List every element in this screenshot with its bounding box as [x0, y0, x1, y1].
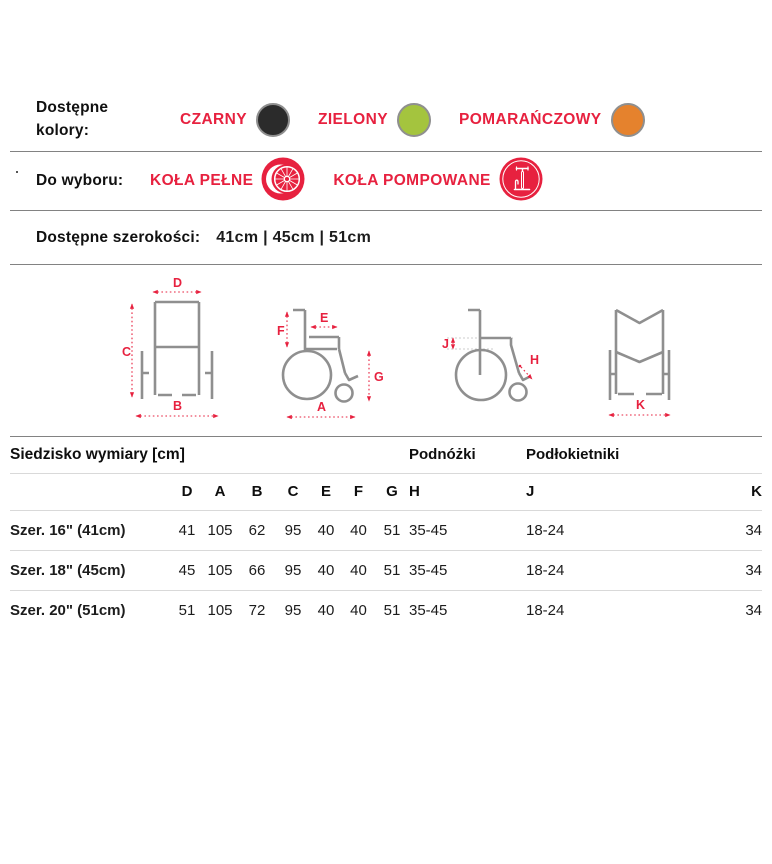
black-color-swatch-icon	[256, 103, 290, 137]
cell: 34	[686, 550, 762, 590]
pump-icon	[499, 157, 543, 206]
col-a: A	[202, 473, 238, 510]
cell: 51	[383, 601, 401, 619]
cell: 40	[342, 510, 375, 550]
cell: 62	[238, 510, 276, 550]
col-k: K	[686, 473, 762, 510]
empty-header-cell	[686, 437, 762, 473]
dim-label-g: G	[374, 370, 384, 384]
wheelchair-folded-diagram-icon	[596, 277, 706, 427]
color-option-orange	[459, 103, 645, 137]
product-spec-sheet	[10, 88, 762, 630]
diagram-front-view	[98, 277, 256, 436]
color-option-green	[318, 103, 431, 137]
table-column-letters-row	[10, 473, 762, 510]
wheel-option-solid	[150, 157, 305, 206]
cell: 40	[317, 601, 335, 619]
cell: 41	[172, 510, 202, 550]
cell: 95	[284, 601, 302, 619]
row-label: Szer. 16" (41cm)	[10, 510, 172, 550]
col-b: B	[238, 473, 276, 510]
table-row-16in	[10, 510, 762, 550]
color-name: POMARAŃCZOWY	[458, 110, 602, 128]
cell: 40	[310, 510, 342, 550]
wheel-choice-section	[10, 152, 762, 211]
dim-label-a: A	[317, 400, 327, 414]
dim-label-e: E	[320, 311, 329, 325]
cell: 66	[238, 550, 276, 590]
cell: 35-45	[409, 510, 526, 550]
color-name: ZIELONY	[317, 110, 388, 128]
empty-cell	[10, 473, 172, 510]
table-row-20in	[10, 590, 762, 630]
wheel-choice-label: Do wyboru:	[36, 172, 124, 189]
row-label: Szer. 18" (45cm)	[10, 550, 172, 590]
cell: 105	[207, 601, 233, 619]
cell: 95	[276, 550, 310, 590]
solid-wheel-icon	[261, 157, 305, 206]
orange-color-swatch-icon	[611, 103, 645, 137]
table-row-18in	[10, 550, 762, 590]
cell: 51	[375, 550, 409, 590]
dim-label-d: D	[173, 277, 183, 290]
cell: 105	[202, 550, 238, 590]
cell: 51	[178, 601, 196, 619]
color-option-black	[180, 103, 290, 137]
seat-dimensions-header: Siedzisko wymiary [cm]	[10, 437, 409, 473]
available-colors-label: Dostępne kolory:	[36, 99, 109, 139]
cell: 72	[248, 601, 266, 619]
cell: 40	[342, 550, 375, 590]
table-group-header-row	[10, 437, 762, 473]
dim-label-h: H	[530, 353, 540, 367]
wheel-option-pneumatic	[333, 157, 542, 206]
diagram-folded-view	[572, 277, 730, 436]
stray-dot	[16, 171, 18, 173]
cell: 35-45	[409, 550, 526, 590]
available-widths-value: 41cm | 45cm | 51cm	[216, 228, 372, 246]
col-g: G	[375, 473, 409, 510]
available-widths-label: Dostępne szerokości:	[36, 228, 201, 246]
dim-label-b: B	[173, 399, 183, 413]
dim-label-j: J	[442, 337, 449, 351]
cell: 18-24	[526, 550, 686, 590]
cell: 18-24	[526, 601, 565, 619]
row-label: Szer. 20" (51cm)	[10, 601, 126, 619]
wheel-option-name: KOŁA POMPOWANE	[333, 172, 491, 189]
diagram-side-view	[256, 277, 414, 436]
available-colors-section	[10, 88, 762, 152]
armrests-header: Podłokietniki	[526, 437, 686, 473]
col-h: H	[409, 473, 526, 510]
col-c: C	[276, 473, 310, 510]
footrests-header: Podnóżki	[409, 437, 526, 473]
available-widths-section	[10, 211, 762, 265]
cell: 34	[745, 601, 762, 619]
dimension-diagrams	[10, 265, 762, 437]
cell: 35-45	[409, 601, 448, 619]
wheelchair-front-diagram-icon	[122, 277, 232, 427]
dim-label-f: F	[277, 324, 285, 338]
diagram-footrest-view	[414, 277, 572, 436]
col-e: E	[310, 473, 342, 510]
wheelchair-side-diagram-icon	[275, 277, 395, 427]
col-d: D	[172, 473, 202, 510]
color-name: CZARNY	[180, 110, 247, 128]
cell: 105	[202, 510, 238, 550]
wheelchair-footrest-diagram-icon	[433, 277, 553, 427]
cell: 95	[276, 510, 310, 550]
cell: 45	[172, 550, 202, 590]
cell: 40	[350, 601, 367, 619]
cell: 18-24	[526, 510, 686, 550]
wheel-option-name: KOŁA PEŁNE	[150, 172, 254, 189]
dim-label-c: C	[122, 345, 132, 359]
col-j: J	[526, 473, 686, 510]
dim-label-k: K	[636, 398, 646, 412]
col-f: F	[342, 473, 375, 510]
cell: 40	[310, 550, 342, 590]
dimensions-table	[10, 437, 762, 630]
green-color-swatch-icon	[397, 103, 431, 137]
cell: 34	[686, 510, 762, 550]
cell: 51	[375, 510, 409, 550]
